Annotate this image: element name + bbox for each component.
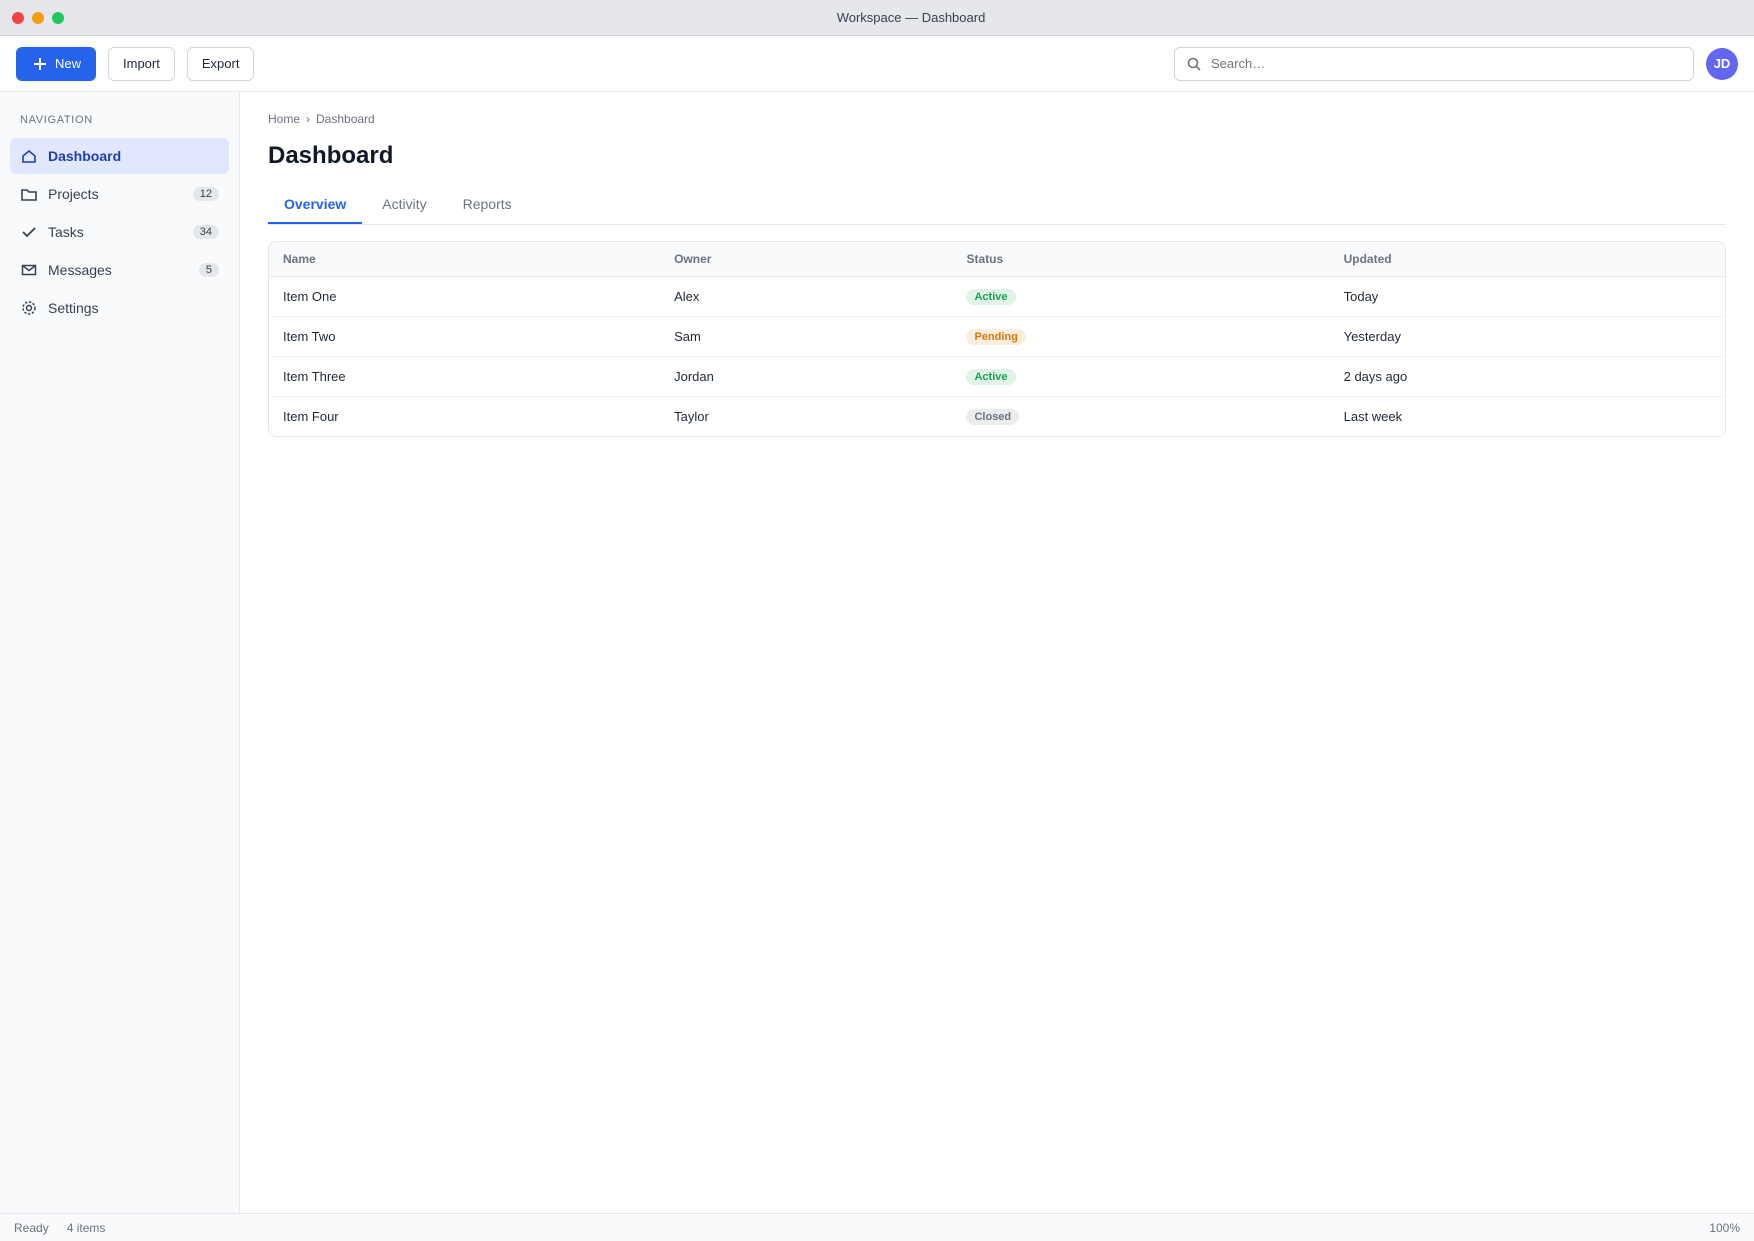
- cell-owner: Taylor: [674, 409, 709, 424]
- tab-overview[interactable]: Overview: [268, 186, 362, 224]
- cell-name: Item Three: [269, 357, 660, 397]
- mail-icon: [20, 261, 38, 279]
- column-header[interactable]: Status: [952, 242, 1329, 277]
- new-button-label: New: [55, 56, 82, 71]
- folder-icon: [20, 185, 38, 203]
- status-badge: Active: [966, 369, 1015, 385]
- window-title: Workspace — Dashboard: [836, 10, 986, 25]
- sidebar-item-label: Dashboard: [48, 148, 122, 164]
- status-badge: Closed: [966, 409, 1019, 425]
- status-bar: [0, 1213, 1754, 1241]
- cell-owner: Alex: [660, 277, 952, 317]
- window-controls: [12, 12, 64, 24]
- sidebar-item-tasks[interactable]: [10, 214, 229, 250]
- table-row[interactable]: [269, 317, 1725, 357]
- check-icon: [20, 223, 38, 241]
- table-header-row: [269, 242, 1725, 277]
- title-bar: [0, 0, 1754, 36]
- export-button-label: Export: [201, 56, 240, 71]
- maximize-window-button[interactable]: [52, 12, 64, 24]
- cell-owner: Sam: [660, 317, 952, 357]
- sidebar-heading: NAVIGATION: [20, 114, 93, 126]
- page-title: Dashboard: [268, 142, 394, 169]
- table-row[interactable]: [269, 357, 1725, 397]
- cell-updated: Yesterday: [1330, 317, 1725, 357]
- plus-icon: [31, 55, 49, 73]
- avatar[interactable]: JD: [1706, 48, 1738, 80]
- page-header: [268, 142, 1726, 170]
- content-area: [0, 92, 1754, 1213]
- status-text: Ready: [14, 1220, 49, 1235]
- sidebar-item-projects[interactable]: [10, 176, 229, 212]
- sidebar: [0, 92, 240, 1213]
- breadcrumb: [268, 112, 1726, 126]
- import-button-label: Import: [123, 56, 160, 71]
- count-badge: 34: [193, 225, 219, 239]
- status-badge: Pending: [966, 329, 1025, 345]
- sidebar-item-dashboard[interactable]: [10, 138, 229, 174]
- breadcrumb-item[interactable]: Home: [268, 112, 301, 126]
- breadcrumb-separator-icon: ›: [306, 112, 311, 126]
- tab-activity[interactable]: Activity: [382, 196, 427, 212]
- export-button[interactable]: [187, 47, 255, 81]
- tab-bar: [268, 186, 1726, 225]
- main-panel: [240, 92, 1754, 1213]
- home-icon: [20, 147, 38, 165]
- gear-icon: [20, 299, 38, 317]
- new-button[interactable]: [16, 47, 96, 81]
- zoom-level[interactable]: 100%: [1709, 1220, 1740, 1235]
- cell-name: Item One: [269, 277, 660, 317]
- cell-updated: Last week: [1343, 409, 1403, 424]
- item-count: 4 items: [66, 1220, 106, 1235]
- sidebar-item-label: Messages: [48, 262, 112, 278]
- table-row[interactable]: [269, 397, 1725, 437]
- toolbar: [0, 36, 1754, 92]
- column-header[interactable]: Updated: [1330, 242, 1725, 277]
- breadcrumb-item: Dashboard: [316, 112, 375, 126]
- cell-updated: 2 days ago: [1330, 357, 1725, 397]
- close-window-button[interactable]: [12, 12, 24, 24]
- search-icon: [1185, 55, 1203, 73]
- column-header[interactable]: Name: [269, 242, 660, 277]
- cell-name: Item Four: [283, 409, 339, 424]
- cell-updated: Today: [1330, 277, 1725, 317]
- data-table: [268, 241, 1726, 437]
- cell-name: Item Two: [269, 317, 660, 357]
- import-button[interactable]: [108, 47, 175, 81]
- sidebar-item-settings[interactable]: [10, 290, 229, 326]
- sidebar-item-label: Settings: [48, 300, 99, 316]
- cell-owner: Jordan: [660, 357, 952, 397]
- table-row[interactable]: [269, 277, 1725, 317]
- search-input[interactable]: [1211, 56, 1683, 71]
- count-badge: 5: [199, 263, 219, 277]
- column-header[interactable]: Owner: [660, 242, 952, 277]
- count-badge: 12: [193, 187, 219, 201]
- sidebar-item-label: Projects: [48, 186, 99, 202]
- status-badge: Active: [966, 289, 1015, 305]
- sidebar-item-messages[interactable]: [10, 252, 229, 288]
- sidebar-item-label: Tasks: [48, 224, 84, 240]
- tab-reports[interactable]: Reports: [462, 196, 512, 212]
- search-box[interactable]: [1174, 47, 1694, 81]
- minimize-window-button[interactable]: [32, 12, 44, 24]
